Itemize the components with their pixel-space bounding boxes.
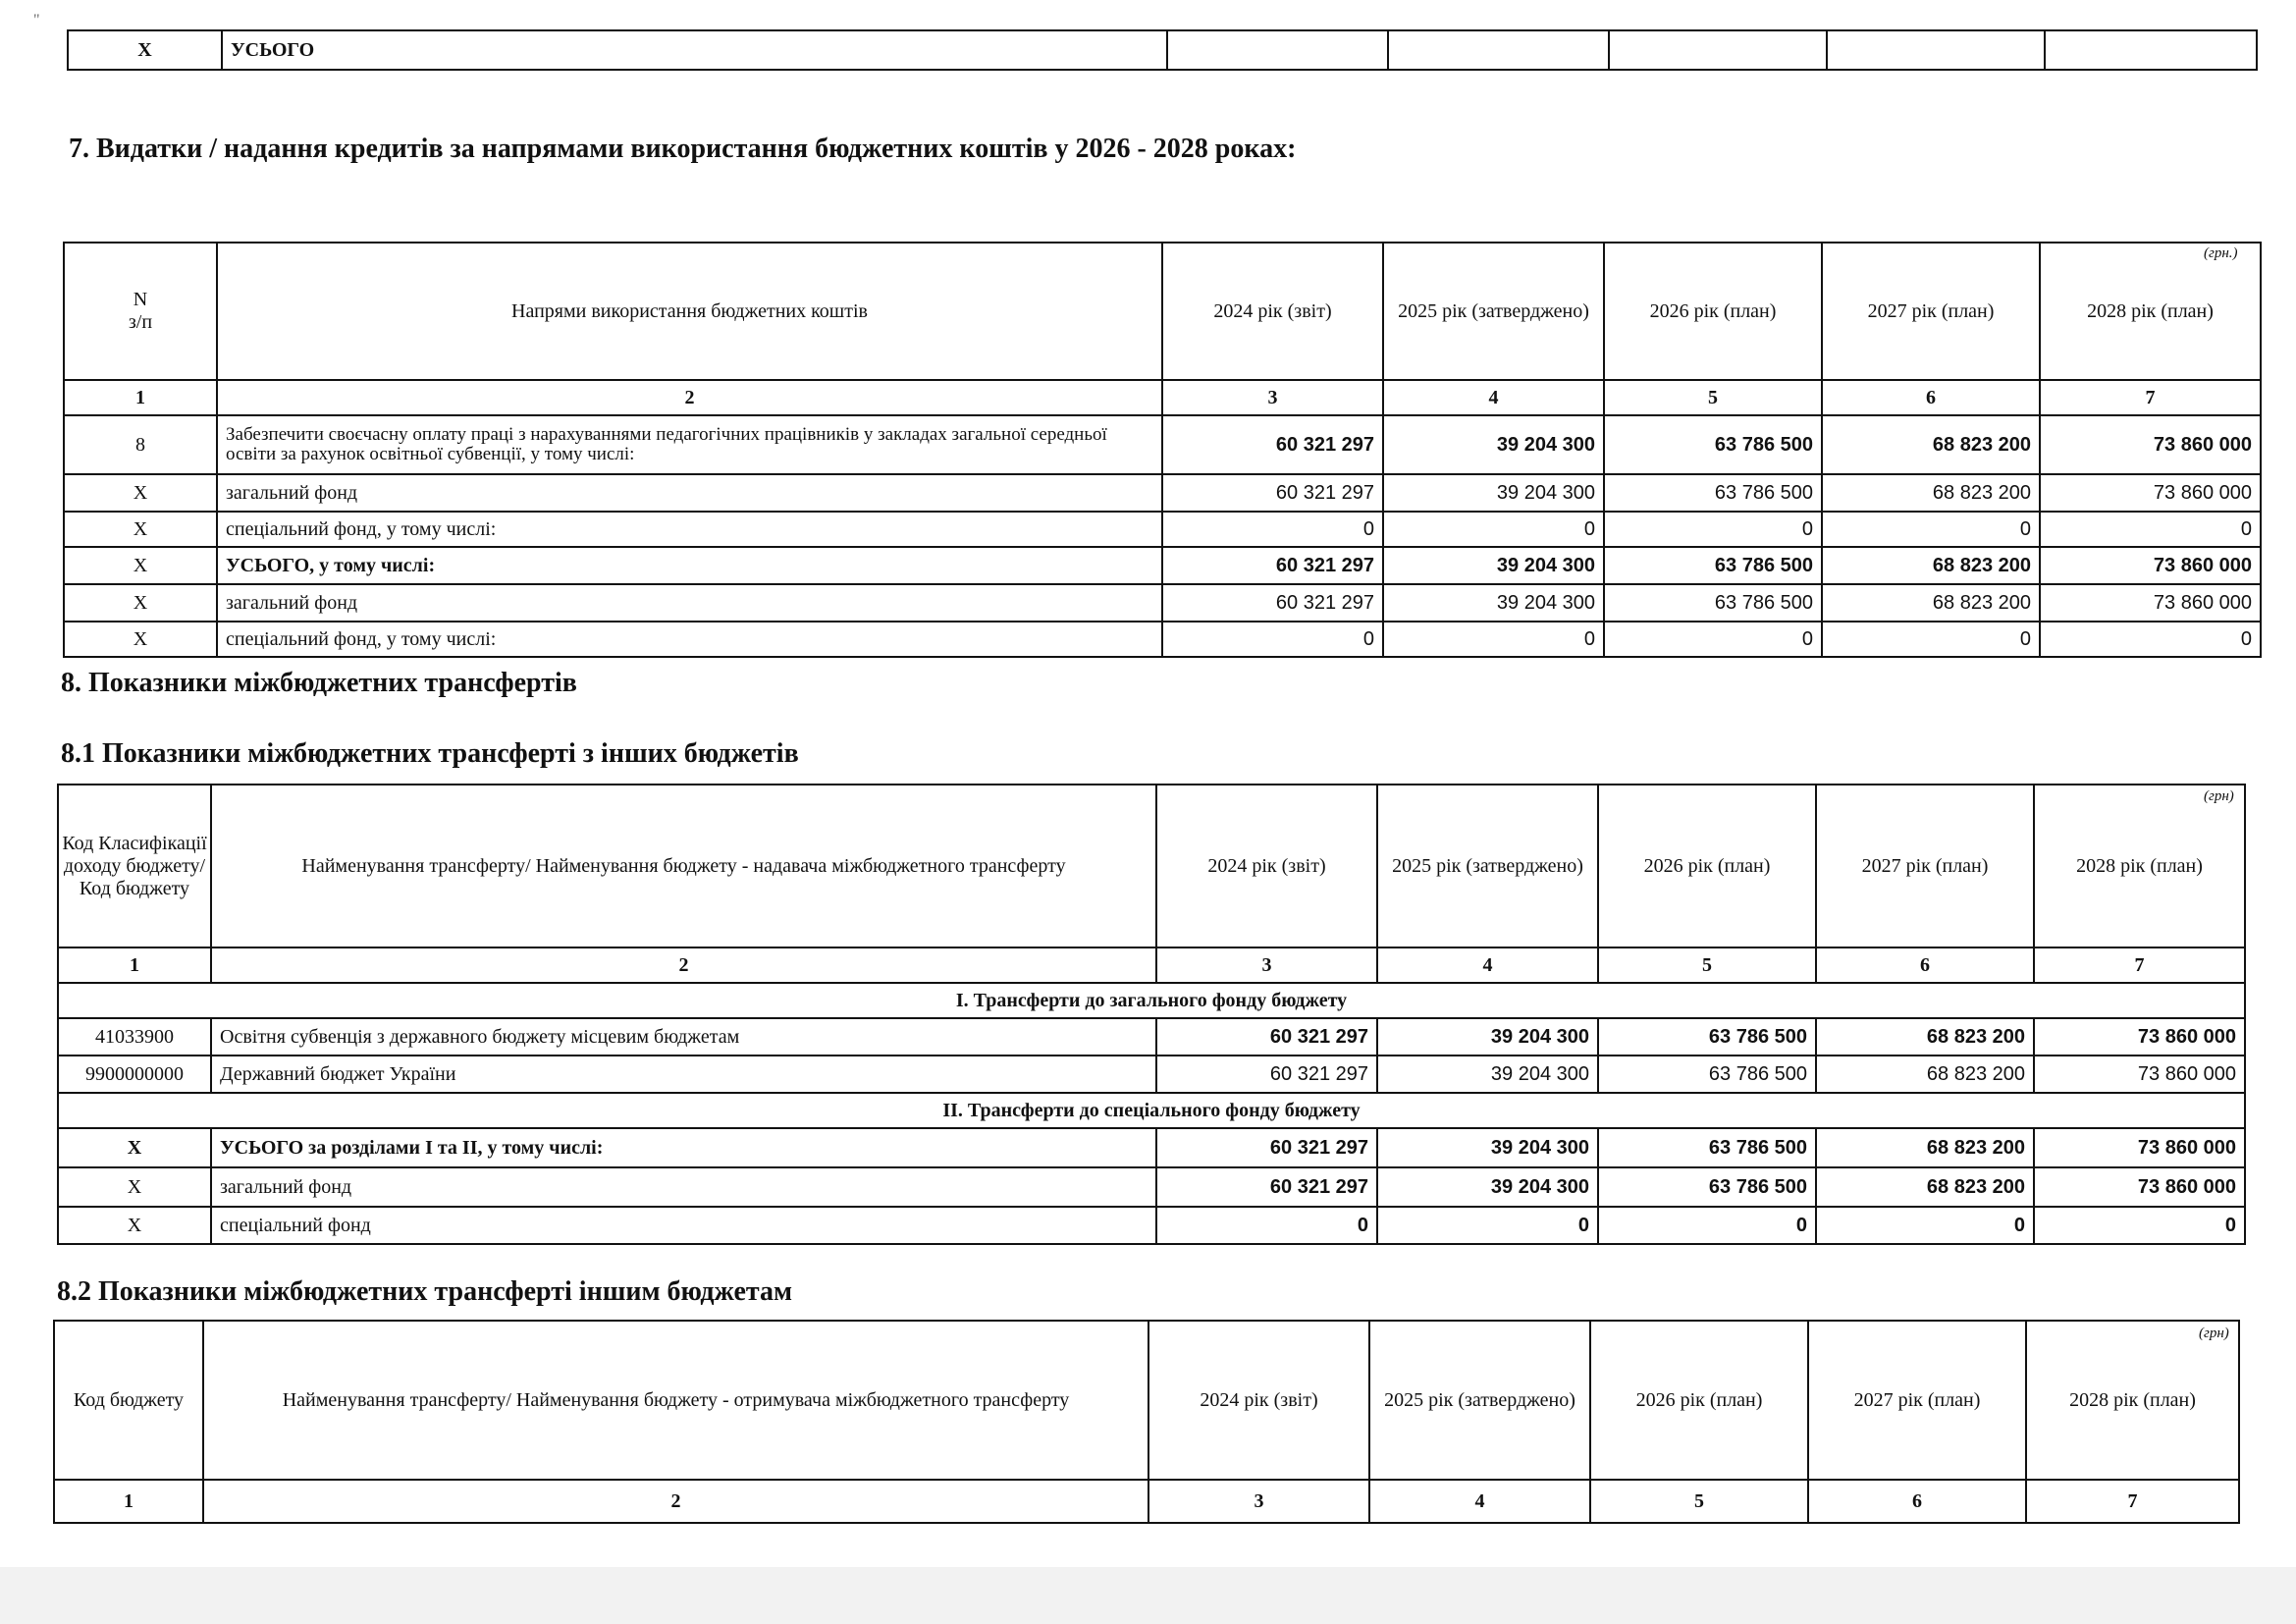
table-row [64, 584, 2261, 622]
value-2024: 60 321 297 [1156, 1167, 1377, 1207]
value-2024: 60 321 297 [1156, 1056, 1377, 1093]
section-8-2-title: 8.2 Показники міжбюджетних трансферті іншим бюджетам [57, 1276, 793, 1307]
value-2027: 68 823 200 [1822, 474, 2040, 512]
column-number: 4 [1383, 380, 1604, 415]
header-direction: Напрями використання бюджетних коштів [217, 243, 1162, 380]
column-number: 3 [1162, 380, 1383, 415]
header-2027: 2027 рік (план) [1808, 1321, 2026, 1480]
column-number: 2 [217, 380, 1162, 415]
value-2026: 63 786 500 [1604, 474, 1822, 512]
value-2024: 60 321 297 [1162, 415, 1383, 474]
value-2025: 39 204 300 [1383, 474, 1604, 512]
section-8-title: 8. Показники міжбюджетних трансфертів [61, 668, 577, 698]
row-number: Х [64, 622, 217, 657]
header-2026: 2026 рік (план) [1598, 785, 1816, 947]
header-2027: 2027 рік (план) [1822, 243, 2040, 380]
section-7-table [63, 242, 2262, 658]
header-2025: 2025 рік (затверджено) [1369, 1321, 1590, 1480]
column-number: 1 [64, 380, 217, 415]
table-row [58, 1207, 2245, 1244]
column-number: 5 [1598, 947, 1816, 983]
row-label: Забезпечити своєчасну оплату праці з нарахуваннями педагогічних працівників у закладах загальної середньої освіти за рахунок освітньої субвенції, у тому числі: [217, 415, 1162, 474]
row-label: загальний фонд [217, 584, 1162, 622]
value-2027: 68 823 200 [1822, 584, 2040, 622]
row-label: УСЬОГО за розділами І та ІІ, у тому числі: [211, 1128, 1156, 1167]
scan-mark: " [33, 12, 40, 28]
table-row [58, 1167, 2245, 1207]
column-number: 6 [1808, 1480, 2026, 1523]
value-2027: 68 823 200 [1816, 1128, 2034, 1167]
section-8-1-table [57, 784, 2246, 1245]
section-i-header: І. Трансферти до загального фонду бюджету [58, 983, 2245, 1018]
unit-label: (грн) [2204, 788, 2234, 804]
table-row [64, 622, 2261, 657]
row-number: Х [58, 1207, 211, 1244]
value-2025: 39 204 300 [1377, 1167, 1598, 1207]
table-row [58, 1018, 2245, 1056]
header-2024: 2024 рік (звіт) [1162, 243, 1383, 380]
value-cell [1609, 30, 1827, 70]
value-2026: 0 [1604, 622, 1822, 657]
column-number: 6 [1816, 947, 2034, 983]
column-number: 3 [1148, 1480, 1369, 1523]
header-2025: 2025 рік (затверджено) [1377, 785, 1598, 947]
section-7-title: 7. Видатки / надання кредитів за напрямами використання бюджетних коштів у 2026 - 2028 роках: [69, 134, 1297, 164]
column-number: 1 [58, 947, 211, 983]
value-2027: 0 [1816, 1207, 2034, 1244]
value-2024: 60 321 297 [1162, 474, 1383, 512]
value-2026: 63 786 500 [1598, 1167, 1816, 1207]
value-2026: 63 786 500 [1598, 1018, 1816, 1056]
value-cell [1167, 30, 1388, 70]
value-2026: 0 [1604, 512, 1822, 547]
column-number: 4 [1377, 947, 1598, 983]
column-number: 4 [1369, 1480, 1590, 1523]
row-label: Освітня субвенція з державного бюджету місцевим бюджетам [211, 1018, 1156, 1056]
column-number: 1 [54, 1480, 203, 1523]
value-2028: 73 860 000 [2040, 547, 2261, 584]
value-2024: 0 [1162, 622, 1383, 657]
header-2024: 2024 рік (звіт) [1156, 785, 1377, 947]
header-transfer-name: Найменування трансферту/ Найменування бюджету - отримувача міжбюджетного трансферту [203, 1321, 1148, 1480]
row-number: Х [58, 1167, 211, 1207]
value-2026: 63 786 500 [1604, 584, 1822, 622]
value-2026: 63 786 500 [1604, 547, 1822, 584]
row-label: УСЬОГО, у тому числі: [217, 547, 1162, 584]
row-label: загальний фонд [211, 1167, 1156, 1207]
row-label: загальний фонд [217, 474, 1162, 512]
value-2027: 68 823 200 [1816, 1056, 2034, 1093]
column-number: 7 [2034, 947, 2245, 983]
header-2027: 2027 рік (план) [1816, 785, 2034, 947]
value-cell [1827, 30, 2045, 70]
value-2026: 63 786 500 [1598, 1128, 1816, 1167]
header-2026: 2026 рік (план) [1604, 243, 1822, 380]
row-number: Х [64, 474, 217, 512]
top-total-table [67, 29, 2258, 71]
value-2027: 68 823 200 [1816, 1167, 2034, 1207]
header-2028: 2028 рік (план) [2034, 785, 2245, 947]
header-2025: 2025 рік (затверджено) [1383, 243, 1604, 380]
value-2028: 73 860 000 [2034, 1056, 2245, 1093]
row-number: Х [68, 30, 222, 70]
value-2028: 0 [2040, 622, 2261, 657]
value-2025: 0 [1383, 622, 1604, 657]
value-2027: 68 823 200 [1822, 415, 2040, 474]
column-number: 5 [1604, 380, 1822, 415]
page-bottom-band [0, 1567, 2296, 1624]
table-row [58, 1128, 2245, 1167]
row-number: Х [64, 584, 217, 622]
budget-code: 41033900 [58, 1018, 211, 1056]
value-2025: 39 204 300 [1377, 1056, 1598, 1093]
row-number: Х [64, 547, 217, 584]
row-number: Х [64, 512, 217, 547]
unit-label: (грн.) [2204, 245, 2238, 261]
value-2028: 73 860 000 [2034, 1167, 2245, 1207]
section-8-1-title: 8.1 Показники міжбюджетних трансферті з інших бюджетів [61, 738, 799, 769]
value-2025: 39 204 300 [1383, 547, 1604, 584]
header-number: N з/п [64, 243, 217, 380]
table-row [64, 474, 2261, 512]
header-transfer-name: Найменування трансферту/ Найменування бюджету - надавача міжбюджетного трансферту [211, 785, 1156, 947]
value-2027: 0 [1822, 622, 2040, 657]
value-2024: 0 [1156, 1207, 1377, 1244]
row-label: Державний бюджет України [211, 1056, 1156, 1093]
row-label: УСЬОГО [222, 30, 1167, 70]
value-2025: 0 [1383, 512, 1604, 547]
header-2026: 2026 рік (план) [1590, 1321, 1808, 1480]
value-2027: 0 [1822, 512, 2040, 547]
column-number: 5 [1590, 1480, 1808, 1523]
column-number: 7 [2040, 380, 2261, 415]
value-2028: 73 860 000 [2040, 584, 2261, 622]
value-2025: 39 204 300 [1377, 1128, 1598, 1167]
value-2024: 0 [1162, 512, 1383, 547]
value-2026: 63 786 500 [1598, 1056, 1816, 1093]
row-label: спеціальний фонд, у тому числі: [217, 622, 1162, 657]
value-2027: 68 823 200 [1822, 547, 2040, 584]
unit-label: (грн) [2199, 1326, 2229, 1341]
value-2028: 0 [2034, 1207, 2245, 1244]
row-number: 8 [64, 415, 217, 474]
table-row [58, 1056, 2245, 1093]
value-2025: 39 204 300 [1383, 415, 1604, 474]
value-2026: 0 [1598, 1207, 1816, 1244]
column-number: 2 [203, 1480, 1148, 1523]
value-cell [2045, 30, 2257, 70]
value-2028: 73 860 000 [2034, 1128, 2245, 1167]
value-2025: 39 204 300 [1383, 584, 1604, 622]
header-2028: 2028 рік (план) [2026, 1321, 2239, 1480]
row-label: спеціальний фонд [211, 1207, 1156, 1244]
table-row [64, 512, 2261, 547]
value-2028: 73 860 000 [2040, 474, 2261, 512]
header-code: Код Класифікації доходу бюджету/Код бюджету [58, 785, 211, 947]
header-budget-code: Код бюджету [54, 1321, 203, 1480]
value-2024: 60 321 297 [1156, 1018, 1377, 1056]
column-number: 2 [211, 947, 1156, 983]
budget-code: 9900000000 [58, 1056, 211, 1093]
value-2024: 60 321 297 [1162, 547, 1383, 584]
table-row [64, 415, 2261, 474]
value-2028: 73 860 000 [2034, 1018, 2245, 1056]
value-cell [1388, 30, 1609, 70]
value-2025: 39 204 300 [1377, 1018, 1598, 1056]
column-number: 7 [2026, 1480, 2239, 1523]
section-8-2-table [53, 1320, 2240, 1524]
value-2024: 60 321 297 [1162, 584, 1383, 622]
table-row [64, 547, 2261, 584]
value-2024: 60 321 297 [1156, 1128, 1377, 1167]
value-2028: 73 860 000 [2040, 415, 2261, 474]
value-2025: 0 [1377, 1207, 1598, 1244]
row-label: спеціальний фонд, у тому числі: [217, 512, 1162, 547]
value-2026: 63 786 500 [1604, 415, 1822, 474]
section-ii-header: ІІ. Трансферти до спеціального фонду бюджету [58, 1093, 2245, 1128]
row-number: Х [58, 1128, 211, 1167]
header-2024: 2024 рік (звіт) [1148, 1321, 1369, 1480]
value-2027: 68 823 200 [1816, 1018, 2034, 1056]
column-number: 3 [1156, 947, 1377, 983]
value-2028: 0 [2040, 512, 2261, 547]
header-2028: 2028 рік (план) [2040, 243, 2261, 380]
column-number: 6 [1822, 380, 2040, 415]
